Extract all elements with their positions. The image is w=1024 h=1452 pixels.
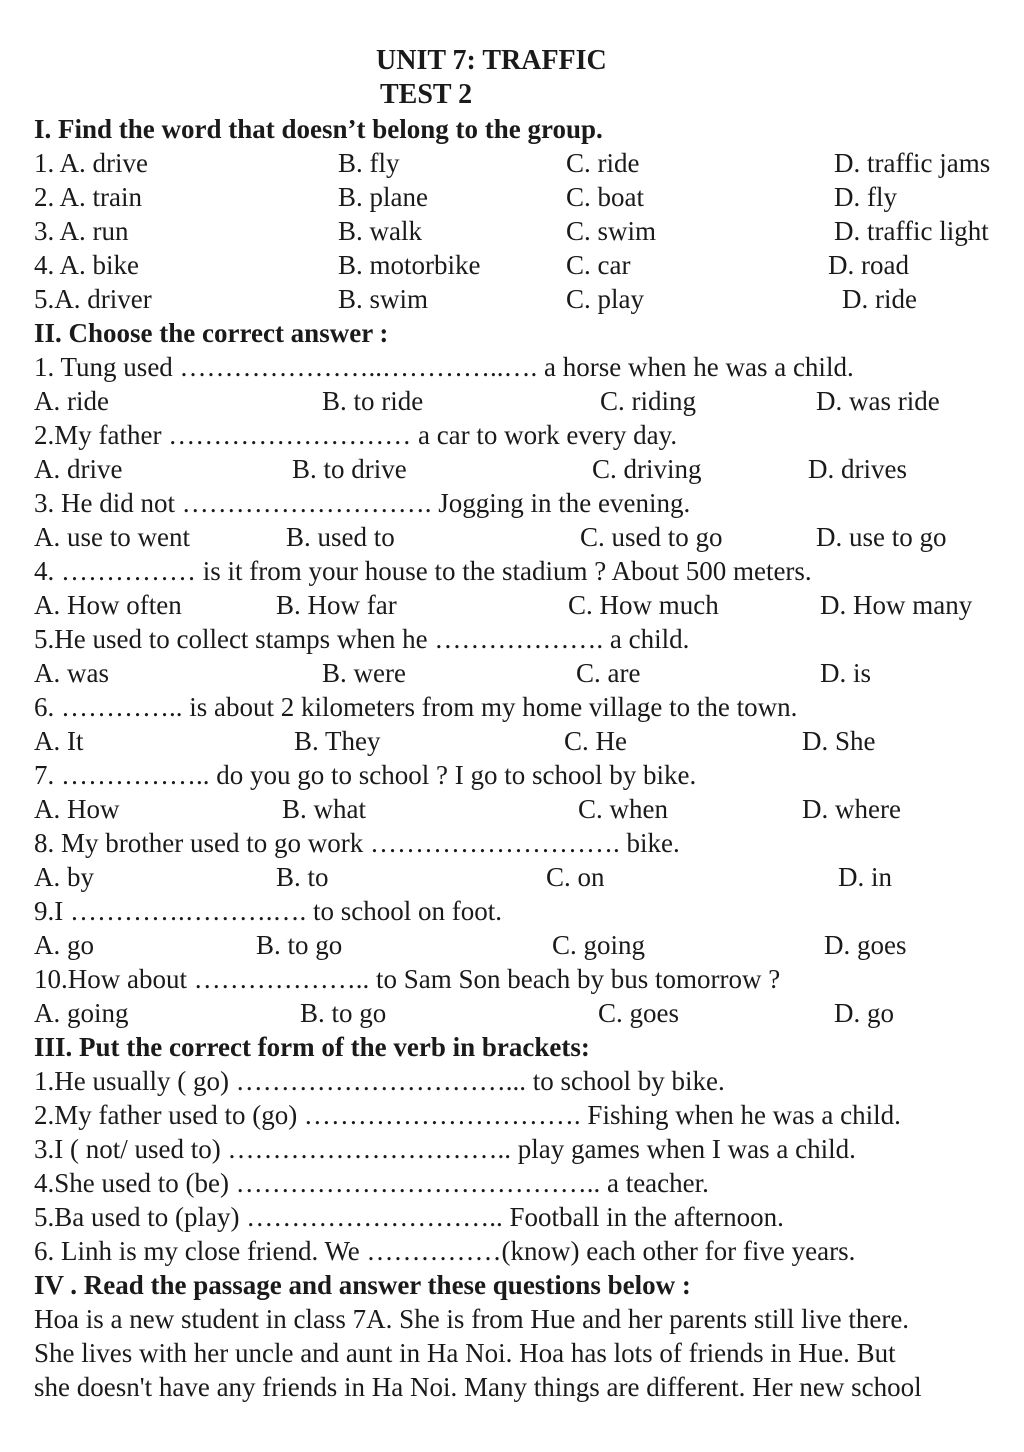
section-1-row xyxy=(0,248,1024,282)
passage-line xyxy=(0,1302,1024,1336)
verb-item-text: 6. Linh is my close friend. We ……………(know) each other for five years. xyxy=(34,1236,856,1266)
answer-options xyxy=(0,452,1024,486)
option-b: B. were xyxy=(322,658,406,688)
option-b: B. fly xyxy=(338,148,400,178)
answer-options xyxy=(0,588,1024,622)
question-text: 8. My brother used to go work ………………………. bike. xyxy=(34,828,680,858)
question-line xyxy=(0,350,1024,384)
answer-options xyxy=(0,928,1024,962)
option-b: B. motorbike xyxy=(338,250,481,280)
answer-options xyxy=(0,996,1024,1030)
option-a: A. go xyxy=(34,930,94,960)
question-text: 1. Tung used …………………..…………..…. a horse when he was a child. xyxy=(34,352,854,382)
passage-text: She lives with her uncle and aunt in Ha Noi. Hoa has lots of friends in Hue. But xyxy=(34,1338,896,1368)
question-line xyxy=(0,418,1024,452)
question-text: 3. He did not ………………………. Jogging in the evening. xyxy=(34,488,691,518)
passage-text: she doesn't have any friends in Ha Noi. Many things are different. Her new school xyxy=(34,1372,922,1402)
option-c: C. He xyxy=(564,726,627,756)
option-b: B. swim xyxy=(338,284,429,314)
option-c: C. driving xyxy=(592,454,702,484)
section-3-heading-line xyxy=(0,1030,1024,1064)
option-d: D. was ride xyxy=(816,386,940,416)
section-1-row xyxy=(0,214,1024,248)
option-b: B. walk xyxy=(338,216,422,246)
option-c: C. ride xyxy=(566,148,640,178)
option-d: D. in xyxy=(838,862,892,892)
answer-options xyxy=(0,860,1024,894)
option-a: 5.A. driver xyxy=(34,284,152,314)
section-4-heading-line xyxy=(0,1268,1024,1302)
option-d: D. where xyxy=(802,794,901,824)
option-b: B. They xyxy=(294,726,381,756)
verb-item-text: 5.Ba used to (play) ……………………….. Football in the afternoon. xyxy=(34,1202,784,1232)
option-b: B. what xyxy=(282,794,366,824)
question-line xyxy=(0,758,1024,792)
option-a: A. How often xyxy=(34,590,182,620)
option-d: D. drives xyxy=(808,454,907,484)
option-a: A. It xyxy=(34,726,84,756)
question-text: 9.I ………….……….…. to school on foot. xyxy=(34,896,502,926)
question-line xyxy=(0,554,1024,588)
option-b: B. plane xyxy=(338,182,428,212)
answer-options xyxy=(0,724,1024,758)
section-1-row xyxy=(0,180,1024,214)
option-a: 1. A. drive xyxy=(34,148,148,178)
option-d: D. How many xyxy=(820,590,973,620)
option-c: C. play xyxy=(566,284,644,314)
option-a: A. was xyxy=(34,658,109,688)
question-line xyxy=(0,826,1024,860)
question-line xyxy=(0,894,1024,928)
option-d: D. fly xyxy=(834,182,897,212)
option-c: C. How much xyxy=(568,590,719,620)
verb-item-text: 1.He usually ( go) …………………………... to school by bike. xyxy=(34,1066,725,1096)
option-c: C. boat xyxy=(566,182,644,212)
section-3-heading: III. Put the correct form of the verb in brackets: xyxy=(34,1032,590,1062)
option-b: B. to go xyxy=(256,930,343,960)
section-1-row xyxy=(0,146,1024,180)
passage-line xyxy=(0,1336,1024,1370)
option-c: C. used to go xyxy=(580,522,723,552)
verb-item-text: 4.She used to (be) ………………………………….. a teacher. xyxy=(34,1168,709,1198)
question-text: 5.He used to collect stamps when he ………………. a child. xyxy=(34,624,690,654)
answer-options xyxy=(0,656,1024,690)
answer-options xyxy=(0,792,1024,826)
option-a: A. by xyxy=(34,862,94,892)
section-4-heading: IV . Read the passage and answer these questions below : xyxy=(34,1270,691,1300)
verb-item xyxy=(0,1064,1024,1098)
worksheet-title-line xyxy=(0,44,1024,78)
option-a: 3. A. run xyxy=(34,216,129,246)
worksheet-subtitle: TEST 2 xyxy=(380,79,473,110)
question-text: 10.How about ……………….. to Sam Son beach by bus tomorrow ? xyxy=(34,964,781,994)
question-text: 7. …………….. do you go to school ? I go to school by bike. xyxy=(34,760,697,790)
section-1-heading-line xyxy=(0,112,1024,146)
verb-item-text: 3.I ( not/ used to) ………………………….. play games when I was a child. xyxy=(34,1134,856,1164)
question-line xyxy=(0,622,1024,656)
option-a: A. going xyxy=(34,998,129,1028)
option-a: 2. A. train xyxy=(34,182,142,212)
option-d: D. use to go xyxy=(816,522,947,552)
option-c: C. on xyxy=(546,862,605,892)
option-b: B. to xyxy=(276,862,329,892)
question-text: 6. ………….. is about 2 kilometers from my home village to the town. xyxy=(34,692,798,722)
option-a: A. use to went xyxy=(34,522,190,552)
option-d: D. go xyxy=(834,998,894,1028)
option-a: 4. A. bike xyxy=(34,250,139,280)
verb-item xyxy=(0,1234,1024,1268)
answer-options xyxy=(0,520,1024,554)
option-b: B. to go xyxy=(300,998,387,1028)
section-2-heading-line xyxy=(0,316,1024,350)
section-2-heading: II. Choose the correct answer : xyxy=(34,318,389,348)
verb-item xyxy=(0,1200,1024,1234)
question-text: 4. …………… is it from your house to the stadium ? About 500 meters. xyxy=(34,556,812,586)
option-d: D. She xyxy=(802,726,876,756)
option-c: C. swim xyxy=(566,216,657,246)
option-b: B. used to xyxy=(286,522,395,552)
option-c: C. are xyxy=(576,658,641,688)
option-c: C. riding xyxy=(600,386,697,416)
passage-text: Hoa is a new student in class 7A. She is from Hue and her parents still live there. xyxy=(34,1304,910,1334)
answer-options xyxy=(0,384,1024,418)
option-d: D. traffic jams xyxy=(834,148,991,178)
question-line xyxy=(0,486,1024,520)
option-c: C. when xyxy=(578,794,668,824)
option-a: A. How xyxy=(34,794,120,824)
option-b: B. to drive xyxy=(292,454,407,484)
passage-line xyxy=(0,1370,1024,1404)
worksheet-subtitle-line xyxy=(0,78,1024,112)
section-1-row xyxy=(0,282,1024,316)
question-line xyxy=(0,962,1024,996)
option-a: A. drive xyxy=(34,454,123,484)
verb-item xyxy=(0,1166,1024,1200)
option-d: D. ride xyxy=(842,284,917,314)
option-c: C. goes xyxy=(598,998,679,1028)
verb-item-text: 2.My father used to (go) …………………………. Fishing when he was a child. xyxy=(34,1100,901,1130)
option-d: D. traffic light xyxy=(834,216,989,246)
question-text: 2.My father ……………………… a car to work every day. xyxy=(34,420,678,450)
option-d: D. is xyxy=(820,658,872,688)
option-b: B. How far xyxy=(276,590,397,620)
question-line xyxy=(0,690,1024,724)
section-1-heading: I. Find the word that doesn’t belong to the group. xyxy=(34,114,603,144)
option-d: D. goes xyxy=(824,930,907,960)
worksheet-title: UNIT 7: TRAFFIC xyxy=(376,45,607,76)
option-d: D. road xyxy=(828,250,909,280)
option-a: A. ride xyxy=(34,386,109,416)
option-b: B. to ride xyxy=(322,386,424,416)
verb-item xyxy=(0,1098,1024,1132)
verb-item xyxy=(0,1132,1024,1166)
option-c: C. going xyxy=(552,930,646,960)
option-c: C. car xyxy=(566,250,631,280)
